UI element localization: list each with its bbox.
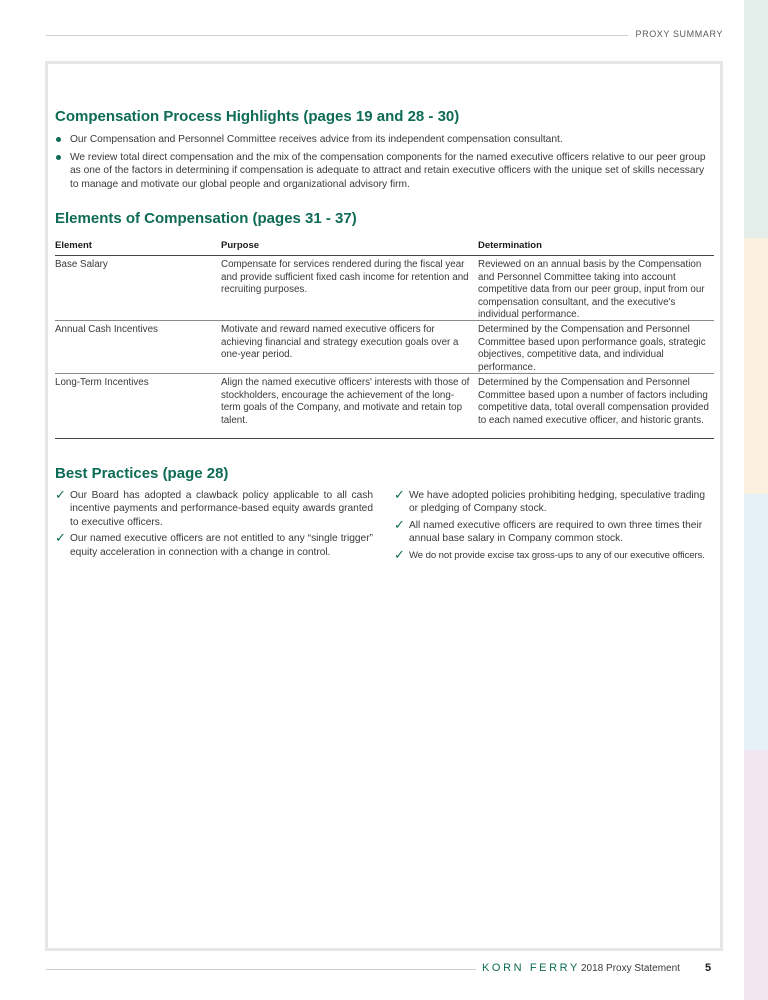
table-header-row xyxy=(55,240,714,256)
practice-text: We have adopted policies prohibiting hedging, speculative trading or pledging of Company stock. xyxy=(409,490,706,515)
bullet-icon xyxy=(56,137,61,142)
page-number: 5 xyxy=(705,962,712,974)
compensation-elements-table xyxy=(55,240,714,439)
practice-text: We do not provide excise tax gross-ups to any of our executive officers. xyxy=(409,549,705,561)
table-row xyxy=(55,256,714,321)
practice-text: All named executive officers are required to own three times their annual base salary in Company common stock. xyxy=(409,519,703,545)
check-icon: ✓ xyxy=(394,546,405,562)
list-item xyxy=(55,133,715,147)
bullet-text: We review total direct compensation and the mix of the compensation components for the named executive officers relative to our peer group as one of the factors in determining if compensation is adequate to attract and retain executive officers with the unique set of skills necessary to manage and motivate our global people and organizational advisory firm. xyxy=(70,151,706,190)
footer-document-title: 2018 Proxy Statement xyxy=(581,963,680,974)
cell-determination: Determined by the Compensation and Personnel Committee based upon a number of factors including competitive data, total overall compensation provided to each named executive officer, and historic grants. xyxy=(478,377,709,426)
cell-element: Long-Term Incentives xyxy=(55,377,149,389)
elements-title: Elements of Compensation (pages 31 - 37) xyxy=(55,210,357,227)
list-item xyxy=(55,151,715,192)
cell-element: Base Salary xyxy=(55,259,108,271)
list-item xyxy=(394,546,714,562)
practice-text: Our Board has adopted a clawback policy applicable to all cash incentive payments and performance-based equity awards granted to executive officers. xyxy=(70,490,373,528)
cell-element: Annual Cash Incentives xyxy=(55,324,158,336)
list-item xyxy=(394,516,714,546)
table-row xyxy=(55,321,714,374)
footer-divider xyxy=(46,969,476,970)
header-section-label: PROXY SUMMARY xyxy=(635,29,723,39)
section-tab-1 xyxy=(744,0,768,238)
cell-purpose: Align the named executive officers' interests with those of stockholders, encourage the achievement of the long-term goals of the Company, and motivate and retain top talent. xyxy=(221,377,470,426)
header-divider xyxy=(46,35,628,36)
process-bullet-list xyxy=(55,133,715,195)
list-item xyxy=(394,489,714,516)
bullet-icon xyxy=(56,155,61,160)
list-item xyxy=(55,532,373,559)
best-practices-title: Best Practices (page 28) xyxy=(55,465,229,482)
section-tab-3 xyxy=(744,494,768,750)
section-tab-2 xyxy=(744,238,768,494)
check-icon: ✓ xyxy=(394,487,405,502)
cell-purpose: Compensate for services rendered during the fiscal year and provide sufficient fixed cash income for retention and recruiting purposes. xyxy=(221,259,469,296)
column-header-purpose: Purpose xyxy=(221,240,260,251)
practice-text: Our named executive officers are not entitled to any “single trigger” equity acceleration in connection with a change in control. xyxy=(70,533,373,558)
check-icon: ✓ xyxy=(55,530,66,546)
cell-determination: Determined by the Compensation and Personnel Committee based upon performance goals, strategic objectives, competitive data, and individual performance. xyxy=(478,324,706,373)
best-practices-right-column xyxy=(394,489,714,565)
cell-purpose: Motivate and reward named executive officers for achieving financial and strategy execution goals over a one-year period. xyxy=(221,324,459,361)
best-practices-left-column xyxy=(55,489,373,562)
check-icon: ✓ xyxy=(55,487,66,502)
bullet-text: Our Compensation and Personnel Committee receives advice from its independent compensation consultant. xyxy=(70,134,563,145)
column-header-determination: Determination xyxy=(478,240,542,251)
list-item xyxy=(55,489,373,529)
table-row xyxy=(55,374,714,439)
section-tab-4 xyxy=(744,750,768,1000)
footer-brand-logo: KORN FERRY xyxy=(482,962,580,974)
cell-determination: Reviewed on an annual basis by the Compensation and Personnel Committee taking into account competitive data from our peer group, input from our compensation consultant, and the executive's individual performance. xyxy=(478,259,705,321)
check-icon: ✓ xyxy=(394,516,405,532)
column-header-element: Element xyxy=(55,240,92,251)
process-title: Compensation Process Highlights (pages 19 and 28 - 30) xyxy=(55,108,460,125)
